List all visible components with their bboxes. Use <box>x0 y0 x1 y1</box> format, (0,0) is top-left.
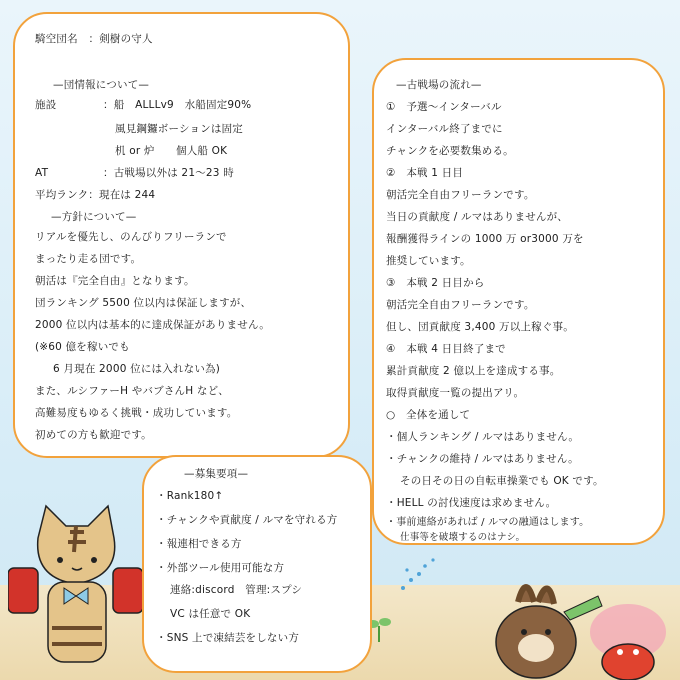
characters-illustration <box>478 572 678 680</box>
facilities-value-1: ：船 ALLLv9 水船固定90% <box>103 99 252 111</box>
flow-line: ② 本戦 1 日目 <box>386 167 464 179</box>
flow-line: その日その日の自転車操業でも OK です。 <box>400 475 604 487</box>
facilities-value-3: 机 or 炉 個人船 OK <box>115 145 228 157</box>
flow-line: 朝活完全自由フリーランです。 <box>386 189 535 201</box>
flow-line: ① 予選～インターバル <box>386 101 502 113</box>
flow-line: インターバル終了までに <box>386 123 503 135</box>
flow-line: 推奨しています。 <box>386 255 471 267</box>
flow-line: ・HELL の討伐速度は求めません。 <box>386 497 557 509</box>
cat-mascot-illustration <box>8 498 143 673</box>
policy-line: また、ルシファーH やバブさんH など、 <box>35 385 229 397</box>
facilities-value-2: 風見鋼鑼ボーションは固定 <box>115 123 243 135</box>
policy-line: 6 月現在 2000 位には入れない為) <box>53 363 221 375</box>
flow-line: ・チャンクの維持 / ルマはありません。 <box>386 453 579 465</box>
flow-line: ○ 全体を通して <box>386 409 471 421</box>
flow-line: 当日の貢献度 / ルマはありませんが、 <box>386 211 569 223</box>
at-label: AT <box>35 167 49 179</box>
facilities-label: 施設 <box>35 99 57 111</box>
policy-line: まったり走る団です。 <box>35 253 142 265</box>
policy-line: 高難易度もゆるく挑戦・成功しています。 <box>35 407 238 419</box>
policy-line: 団ランキング 5500 位以内は保証しますが、 <box>35 297 252 309</box>
requirement-item: ・チャンクや貢献度 / ルマを守れる方 <box>156 514 338 526</box>
requirement-item: ・報連相できる方 <box>156 538 242 550</box>
flow-line: 但し、団貢献度 3,400 万以上稼ぐ事。 <box>386 321 574 333</box>
flow-line: 仕事等を破壊するのはナシ。 <box>400 532 526 543</box>
requirement-item: ・SNS 上で凍結芸をしない方 <box>156 632 300 644</box>
recruitment-requirements-panel <box>142 455 372 673</box>
policy-line: リアルを優先し、のんびりフリーランで <box>35 231 227 243</box>
requirement-item: VC は任意で OK <box>170 608 251 620</box>
at-value: ：古戦場以外は 21～23 時 <box>103 167 234 179</box>
flow-line: 取得貢献度一覧の提出アリ。 <box>386 387 525 399</box>
section-heading-recruitment: —募集要項— <box>184 468 249 480</box>
flow-line: 累計貢献度 2 億以上を達成する事。 <box>386 365 561 377</box>
flow-line: 報酬獲得ラインの 1000 万 or3000 万を <box>386 233 584 245</box>
flow-line: ③ 本戦 2 日目から <box>386 277 485 289</box>
guild-war-flow-panel <box>372 58 665 545</box>
flow-line: ・個人ランキング / ルマはありません。 <box>386 431 580 443</box>
average-rank: 平均ランク：現在は 244 <box>35 189 156 201</box>
policy-line: 2000 位以内は基本的に達成保証がありません。 <box>35 319 270 331</box>
crew-name: 騎空団名 ：剣樹の守人 <box>35 33 153 45</box>
policy-line: 初めての方も歓迎です。 <box>35 429 152 441</box>
policy-line: (※60 億を稼いでも <box>35 341 130 353</box>
clan-info-panel <box>13 12 350 458</box>
flow-line: ・事前連絡があれば / ルマの融通はします。 <box>386 517 590 528</box>
requirement-item: 連絡:discord 管理:スプシ <box>170 584 303 596</box>
requirement-item: ・Rank180↑ <box>156 490 224 502</box>
flow-line: チャンクを必要数集める。 <box>386 145 514 157</box>
section-heading-guild-war: —古戦場の流れ— <box>396 79 482 91</box>
flow-line: ④ 本戦 4 日目終了まで <box>386 343 506 355</box>
water-spray-decoration <box>395 548 455 598</box>
policy-line: 朝活は『完全自由』となります。 <box>35 275 195 287</box>
section-heading-policy: —方針について— <box>51 211 137 223</box>
flow-line: 朝活完全自由フリーランです。 <box>386 299 535 311</box>
section-heading-clan-info: —団情報について— <box>53 79 150 91</box>
requirement-item: ・外部ツール使用可能な方 <box>156 562 285 574</box>
